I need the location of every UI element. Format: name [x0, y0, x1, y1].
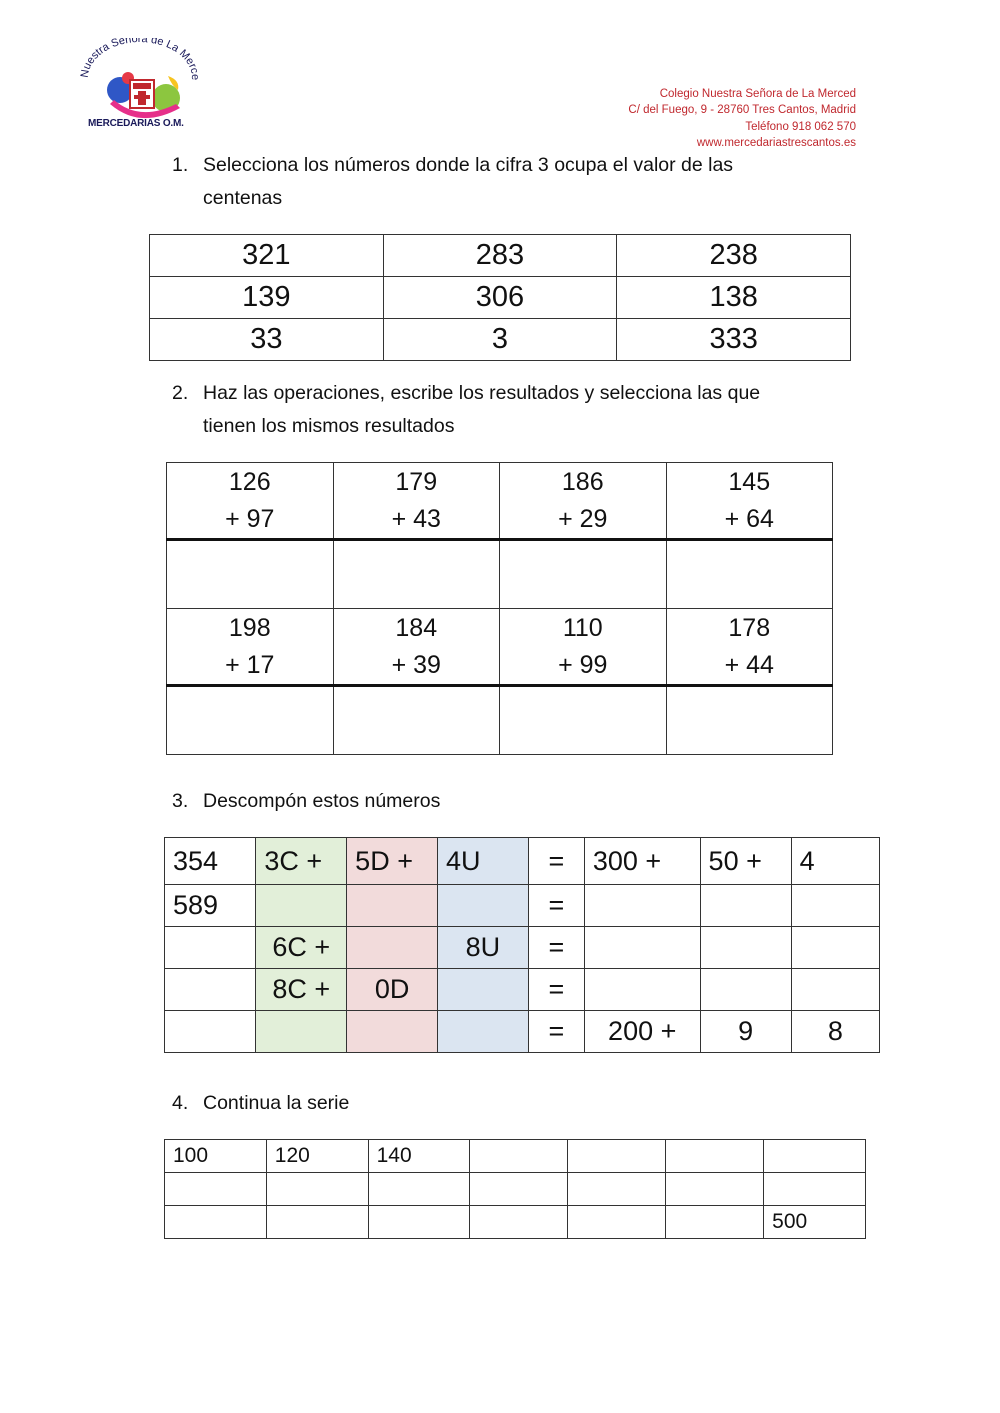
units-value-cell: 8: [791, 1011, 879, 1053]
series-cell[interactable]: [266, 1206, 368, 1239]
table-row: [165, 1173, 866, 1206]
addition-cell: 110 + 99: [500, 609, 667, 686]
number-cell[interactable]: 3: [383, 319, 617, 361]
hundreds-cell[interactable]: 8C +: [256, 969, 347, 1011]
series-cell[interactable]: [470, 1140, 568, 1173]
answer-cell[interactable]: [666, 540, 833, 609]
tens-value-cell[interactable]: [700, 969, 791, 1011]
series-cell[interactable]: [764, 1140, 866, 1173]
table-row: [165, 1011, 880, 1053]
question-number: 1.: [172, 154, 189, 176]
series-cell[interactable]: [368, 1206, 470, 1239]
equals-cell: =: [528, 1011, 584, 1053]
units-value-cell[interactable]: 4: [791, 838, 879, 885]
table-row: [165, 1140, 866, 1173]
units-cell[interactable]: [438, 1011, 529, 1053]
tens-cell[interactable]: 5D +: [347, 838, 438, 885]
answers-row: [167, 540, 833, 609]
hundreds-cell[interactable]: [256, 1011, 347, 1053]
series-cell[interactable]: [568, 1206, 666, 1239]
number-cell[interactable]: 138: [617, 277, 851, 319]
hundreds-value-cell[interactable]: [584, 927, 700, 969]
table-row: [150, 277, 851, 319]
number-cell[interactable]: [165, 927, 256, 969]
hundreds-cell[interactable]: [256, 885, 347, 927]
question-4: [172, 1087, 349, 1120]
series-cell[interactable]: [666, 1140, 764, 1173]
addition-cell: 178 + 44: [666, 609, 833, 686]
hundreds-value-cell[interactable]: [584, 969, 700, 1011]
question-number: 2.: [172, 382, 189, 404]
series-cell: 140: [368, 1140, 470, 1173]
series-cell[interactable]: [368, 1173, 470, 1206]
number-cell[interactable]: 33: [150, 319, 384, 361]
number-cell[interactable]: 333: [617, 319, 851, 361]
units-value-cell[interactable]: [791, 885, 879, 927]
series-cell[interactable]: [266, 1173, 368, 1206]
equals-cell: =: [528, 927, 584, 969]
number-cell[interactable]: 283: [383, 235, 617, 277]
series-cell[interactable]: [470, 1206, 568, 1239]
number-cell[interactable]: 139: [150, 277, 384, 319]
school-website[interactable]: www.mercedariastrescantos.es: [696, 136, 856, 149]
addition-cell: 179 + 43: [333, 463, 500, 540]
decomposition-table: [164, 837, 880, 1053]
question-text: Haz las operaciones, escribe los resultados y selecciona las que: [203, 382, 761, 404]
number-cell[interactable]: 306: [383, 277, 617, 319]
series-cell: 500: [764, 1206, 866, 1239]
table-row: [165, 885, 880, 927]
question-number: 4.: [172, 1092, 189, 1114]
question-text-cont: tienen los mismos resultados: [203, 415, 455, 437]
tens-cell[interactable]: [347, 1011, 438, 1053]
hundreds-value-cell[interactable]: [584, 885, 700, 927]
number-cell[interactable]: 238: [617, 235, 851, 277]
units-cell[interactable]: 4U: [438, 838, 529, 885]
logo-arc-text: Nuestra Señora de La Merce: [80, 38, 202, 81]
tens-value-cell[interactable]: [700, 885, 791, 927]
answer-cell[interactable]: [167, 686, 334, 755]
school-info: [628, 86, 856, 151]
table-row: [165, 838, 880, 885]
school-phone: Teléfono 918 062 570: [745, 120, 856, 133]
answer-cell[interactable]: [333, 686, 500, 755]
series-cell: 100: [165, 1140, 267, 1173]
question-2: [172, 377, 760, 443]
answer-cell[interactable]: [666, 686, 833, 755]
hundreds-cell[interactable]: 6C +: [256, 927, 347, 969]
series-cell[interactable]: [764, 1173, 866, 1206]
question-1: [172, 149, 733, 215]
table-row: [150, 319, 851, 361]
number-cell: 354: [165, 838, 256, 885]
series-cell[interactable]: [165, 1173, 267, 1206]
operations-row: [167, 463, 833, 540]
question-3: [172, 785, 440, 818]
table-row: [165, 1206, 866, 1239]
series-cell[interactable]: [165, 1206, 267, 1239]
answer-cell[interactable]: [500, 686, 667, 755]
series-cell: 120: [266, 1140, 368, 1173]
answer-cell[interactable]: [333, 540, 500, 609]
series-cell[interactable]: [666, 1173, 764, 1206]
number-cell[interactable]: [165, 969, 256, 1011]
equals-cell: =: [528, 838, 584, 885]
units-value-cell[interactable]: [791, 927, 879, 969]
table-row: [165, 969, 880, 1011]
series-cell[interactable]: [568, 1140, 666, 1173]
addition-cell: 186 + 29: [500, 463, 667, 540]
series-cell[interactable]: [568, 1173, 666, 1206]
tens-value-cell[interactable]: 50 +: [700, 838, 791, 885]
answer-cell[interactable]: [500, 540, 667, 609]
school-name: Colegio Nuestra Señora de La Merced: [659, 88, 856, 100]
equals-cell: =: [528, 885, 584, 927]
tens-cell[interactable]: 0D: [347, 969, 438, 1011]
number-cell[interactable]: 321: [150, 235, 384, 277]
tens-value-cell[interactable]: [700, 927, 791, 969]
addition-cell: 126 + 97: [167, 463, 334, 540]
question-text-cont: centenas: [203, 187, 283, 209]
hundreds-table: [149, 234, 851, 361]
question-text: Continua la serie: [203, 1092, 350, 1114]
tens-cell[interactable]: [347, 927, 438, 969]
units-cell[interactable]: [438, 885, 529, 927]
answers-row: [167, 686, 833, 755]
tens-cell[interactable]: [347, 885, 438, 927]
units-cell[interactable]: [438, 969, 529, 1011]
hundreds-value-cell: 200 +: [584, 1011, 700, 1053]
operations-row: [167, 609, 833, 686]
series-cell[interactable]: [470, 1173, 568, 1206]
number-cell[interactable]: 589: [165, 885, 256, 927]
hundreds-value-cell[interactable]: 300 +: [584, 838, 700, 885]
question-number: 3.: [172, 790, 189, 812]
operations-table: [166, 462, 833, 755]
units-cell[interactable]: 8U: [438, 927, 529, 969]
logo-caption: MERCEDARIAS O.M.: [88, 118, 184, 129]
question-text: Selecciona los números donde la cifra 3 ocupa el valor de las: [203, 154, 734, 176]
table-row: [165, 927, 880, 969]
units-value-cell[interactable]: [791, 969, 879, 1011]
question-text: Descompón estos números: [203, 790, 441, 812]
series-table: [164, 1139, 866, 1239]
series-cell[interactable]: [666, 1206, 764, 1239]
hundreds-cell[interactable]: 3C +: [256, 838, 347, 885]
addition-cell: 145 + 64: [666, 463, 833, 540]
tens-value-cell: 9: [700, 1011, 791, 1053]
equals-cell: =: [528, 969, 584, 1011]
addition-cell: 198 + 17: [167, 609, 334, 686]
answer-cell[interactable]: [167, 540, 334, 609]
table-row: [150, 235, 851, 277]
number-cell[interactable]: [165, 1011, 256, 1053]
school-address: C/ del Fuego, 9 - 28760 Tres Cantos, Madrid: [628, 104, 856, 117]
addition-cell: 184 + 39: [333, 609, 500, 686]
